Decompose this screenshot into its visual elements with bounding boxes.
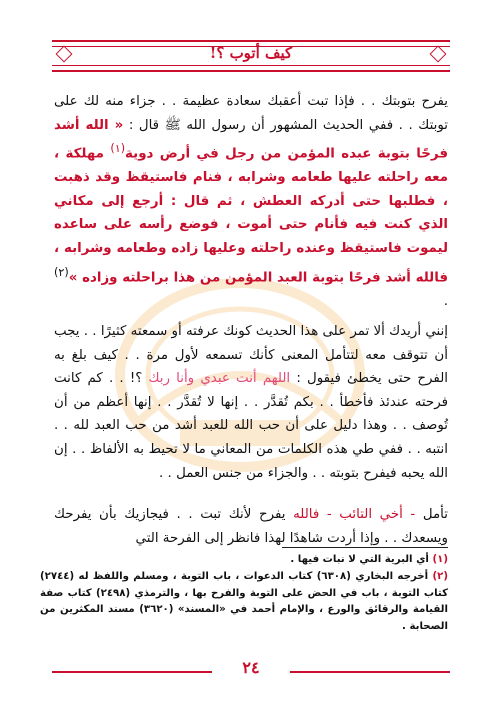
footnote-ref-2: (٢) bbox=[54, 265, 69, 279]
footnote-number: (١) bbox=[432, 554, 448, 565]
footnote-ref-1: (١) bbox=[110, 142, 126, 156]
paragraph-3 bbox=[54, 503, 448, 550]
footnote-number: (٢) bbox=[432, 570, 448, 582]
hadith-text: « الله أشد فرحًا بتوبة عبده المؤمن من رجل في أرض دوية bbox=[54, 117, 448, 162]
paragraph-3-text-cont: يفرح لأنك تبت . . فيجازيك بأن يفرحك ويسعدك . . وإذا أردت شاهدًا لهذا فانظر إلى الفرحة التي bbox=[54, 507, 448, 546]
footnote-text: أخرجه البخاري (٦٣٠٨) كتاب الدعوات ، باب التوبة ، ومسلم واللفظ له (٢٧٤٤) كتاب التوبة ، باب في الحض على التوبة والفرح بها ، والترمذي (٢٤٩٨) كتاب صفة القيامة والرقائق والورع ، والإمام أحمد في «المسند» (٣٦٢٠) مسند المكثرين من الصحابة . bbox=[40, 570, 448, 633]
page-number: ٢٤ bbox=[242, 658, 260, 677]
paragraph-1-end: . bbox=[443, 293, 448, 309]
footnote-text: أي البرية التي لا نبات فيها . bbox=[290, 554, 433, 565]
footnote-1 bbox=[40, 552, 448, 569]
paragraph-1 bbox=[54, 90, 448, 313]
running-title: كيف أتوب ؟! bbox=[209, 44, 293, 62]
paragraph-1-intro: يفرح بتوبتك . . فإذا تبت أعقبك سعادة عظيمة . . جزاء منه لك على توبتك . . ففي الحديث المشهور أن رسول الله ﷺ قال : bbox=[54, 94, 448, 133]
quoted-phrase: اللهم أنت عبدي وأنا ربك bbox=[148, 371, 291, 387]
footnotes bbox=[40, 552, 448, 636]
paragraph-2-text-cont: ؟! . . كم كانت فرحته عندئذ فأخطأ . . بكم تُقدَّر . . إنها لا تُقدَّر . . إنها أعظم من أن تُوصف . . وهذا دليل على أن حب الله للعبد أشد من حب العبد لله . . انتبه . . ففي طي هذه الكلمات من المعاني ما لا تحيط به الألفاظ . . إن الله يحبه فيفرح بتوبته . . والجزاء من جنس العمل . . bbox=[54, 371, 448, 481]
page-header bbox=[52, 40, 450, 72]
paragraph-3-text: تأمل bbox=[415, 507, 448, 522]
paragraph-2-text: إنني أريدك ألا تمر على هذا الحديث كونك عرفته أو سمعته كثيرًا . . يجب أن تتوقف معه لتتأمل المعنى كأنك تسمعه لأول مرة . . كيف بلغ به الفرح حتى يخطئ فيقول : bbox=[54, 324, 449, 387]
hadith-text-cont: مهلكة ، معه راحلته عليها طعامه وشرابه ، فنام فاستيقظ وقد ذهبت ، فطلبها حتى أدركه العطش ، ثم قال : أرجع إلى مكاني الذي كنت فيه فأنام حتى أموت ، فوضع رأسه على ساعده ليموت فاستيقظ وعنده راحلته وعليها زاده وطعامه وشرابه ، فالله أشد فرحًا بتوبة العبد المؤمن من هذا براحلته وزاده » bbox=[54, 146, 448, 286]
page-footer bbox=[52, 658, 450, 678]
paragraph-2 bbox=[54, 320, 448, 485]
footnote-2 bbox=[40, 569, 448, 636]
footnote-divider bbox=[282, 547, 448, 548]
address-phrase: - أخي التائب - فالله bbox=[293, 507, 416, 522]
